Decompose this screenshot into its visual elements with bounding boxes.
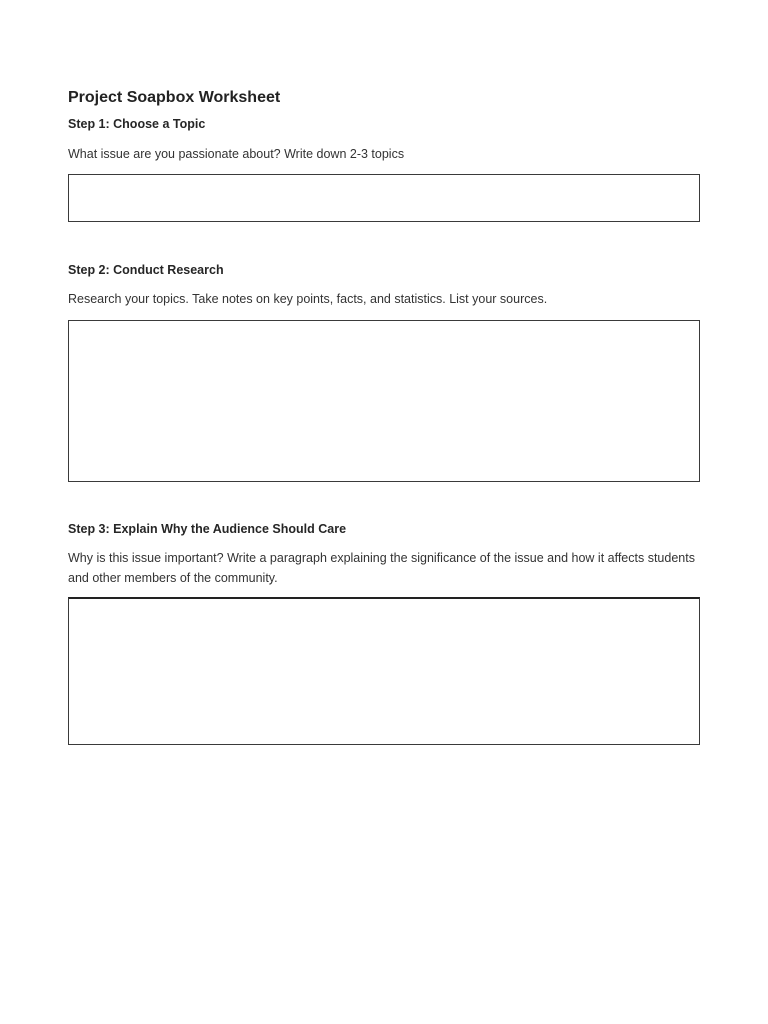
step-3-answer-box[interactable]	[68, 597, 700, 745]
step-3-heading: Step 3: Explain Why the Audience Should Care	[68, 522, 347, 536]
step-2-answer-box[interactable]	[68, 320, 700, 482]
step-3-prompt: Why is this issue important? Write a paragraph explaining the significance of the issue and how it affects students and other members of the community.	[68, 551, 695, 585]
step-1-prompt: What issue are you passionate about? Write down 2-3 topics	[68, 147, 405, 161]
page-title: Project Soapbox Worksheet	[68, 89, 281, 106]
step-2-prompt: Research your topics. Take notes on key points, facts, and statistics. List your sources.	[68, 292, 548, 306]
step-2-heading: Step 2: Conduct Research	[68, 263, 224, 277]
step-1-heading: Step 1: Choose a Topic	[68, 117, 206, 131]
step-1-answer-box[interactable]	[68, 174, 700, 222]
